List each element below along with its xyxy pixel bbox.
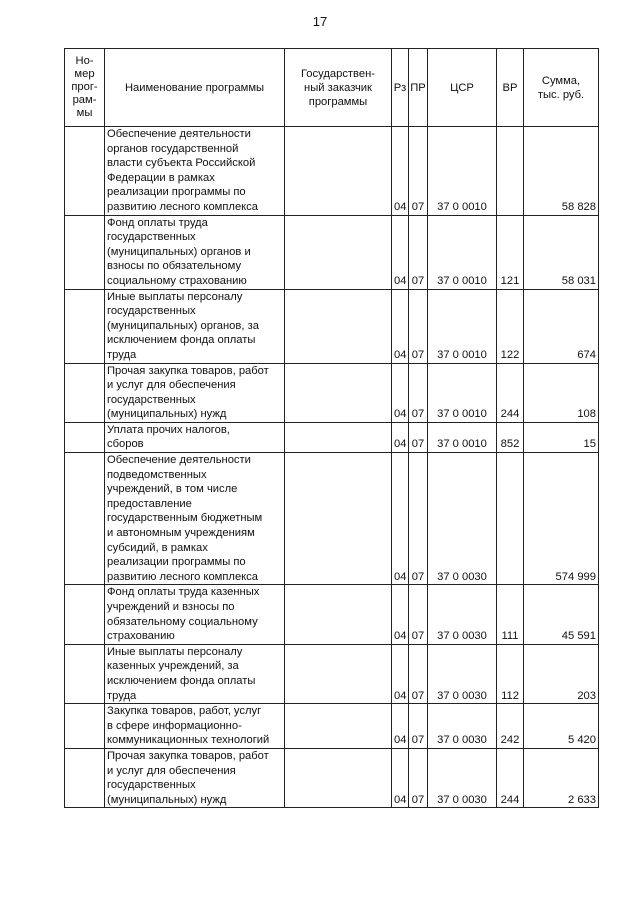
page-number: 17 [312,14,328,29]
cell-sum: 45 591 [524,585,599,644]
cell-vr [497,453,524,585]
cell-csr: 37 0 0010 [428,127,497,216]
cell-program-name: Иные выплаты персоналу государственных (муниципальных) органов, за исключением фонда оплаты труда [105,289,285,363]
table-row [65,422,599,452]
cell-state-customer [285,704,392,749]
cell-program-name: Иные выплаты персоналу казенных учреждений, за исключением фонда оплаты труда [105,644,285,703]
cell-sum: 108 [524,363,599,422]
cell-program-number [65,585,105,644]
cell-state-customer [285,215,392,289]
cell-vr: 244 [497,363,524,422]
table-body [65,127,599,808]
cell-program-number [65,215,105,289]
cell-csr: 37 0 0010 [428,363,497,422]
cell-program-name: Обеспечение деятельности подведомственных учреждений, в том числе предоставление государственным бюджетным и автономным учреждениям субсидий, в рамках реализации программы по развитию лесного комплекса [105,453,285,585]
cell-state-customer [285,422,392,452]
cell-rz: 04 [392,704,409,749]
cell-sum: 2 633 [524,748,599,807]
cell-csr: 37 0 0030 [428,644,497,703]
cell-sum: 58 828 [524,127,599,216]
table-row [65,644,599,703]
cell-program-number [65,422,105,452]
cell-state-customer [285,585,392,644]
cell-program-name: Закупка товаров, работ, услуг в сфере информационно- коммуникационных технологий [105,704,285,749]
cell-sum: 203 [524,644,599,703]
table-row [65,748,599,807]
cell-program-number [65,289,105,363]
cell-pr: 07 [409,704,428,749]
cell-state-customer [285,748,392,807]
table-row [65,215,599,289]
table-row [65,585,599,644]
cell-csr: 37 0 0010 [428,289,497,363]
cell-rz: 04 [392,127,409,216]
table-row [65,704,599,749]
table-row [65,363,599,422]
header-pr: ПР [409,49,428,127]
cell-sum: 5 420 [524,704,599,749]
cell-csr: 37 0 0030 [428,748,497,807]
cell-program-name: Фонд оплаты труда государственных (муниципальных) органов и взносы по обязательному социальному страхованию [105,215,285,289]
header-vr: ВР [497,49,524,127]
header-program-number: Но- мер прог- рам- мы [65,49,105,127]
cell-state-customer [285,363,392,422]
cell-rz: 04 [392,748,409,807]
header-csr: ЦСР [428,49,497,127]
cell-csr: 37 0 0030 [428,704,497,749]
cell-sum: 58 031 [524,215,599,289]
cell-rz: 04 [392,585,409,644]
cell-pr: 07 [409,585,428,644]
cell-pr: 07 [409,453,428,585]
cell-program-number [65,453,105,585]
cell-sum: 15 [524,422,599,452]
cell-pr: 07 [409,215,428,289]
cell-pr: 07 [409,748,428,807]
cell-state-customer [285,289,392,363]
cell-vr: 242 [497,704,524,749]
cell-program-number [65,644,105,703]
cell-rz: 04 [392,363,409,422]
header-state-customer: Государствен- ный заказчик программы [285,49,392,127]
cell-pr: 07 [409,363,428,422]
cell-rz: 04 [392,215,409,289]
cell-rz: 04 [392,453,409,585]
cell-program-number [65,704,105,749]
cell-pr: 07 [409,644,428,703]
header-sum: Сумма, тыс. руб. [524,49,599,127]
header-program-name: Наименование программы [105,49,285,127]
cell-rz: 04 [392,644,409,703]
cell-vr: 112 [497,644,524,703]
cell-csr: 37 0 0030 [428,585,497,644]
cell-rz: 04 [392,422,409,452]
cell-vr: 121 [497,215,524,289]
cell-pr: 07 [409,289,428,363]
cell-program-name: Фонд оплаты труда казенных учреждений и взносы по обязательному социальному страхованию [105,585,285,644]
cell-rz: 04 [392,289,409,363]
table-row [65,127,599,216]
budget-table [64,48,599,808]
table-row [65,289,599,363]
cell-pr: 07 [409,127,428,216]
cell-csr: 37 0 0010 [428,215,497,289]
cell-pr: 07 [409,422,428,452]
table-row [65,453,599,585]
cell-vr [497,127,524,216]
cell-vr: 111 [497,585,524,644]
cell-program-number [65,363,105,422]
cell-sum: 674 [524,289,599,363]
cell-program-name: Прочая закупка товаров, работ и услуг для обеспечения государственных (муниципальных) нужд [105,363,285,422]
cell-csr: 37 0 0030 [428,453,497,585]
table-header-row [65,49,599,127]
cell-program-name: Прочая закупка товаров, работ и услуг для обеспечения государственных (муниципальных) нужд [105,748,285,807]
cell-vr: 122 [497,289,524,363]
cell-state-customer [285,453,392,585]
cell-sum: 574 999 [524,453,599,585]
cell-state-customer [285,644,392,703]
cell-vr: 852 [497,422,524,452]
cell-csr: 37 0 0010 [428,422,497,452]
header-rz: Рз [392,49,409,127]
cell-program-number [65,127,105,216]
cell-state-customer [285,127,392,216]
cell-program-number [65,748,105,807]
cell-program-name: Обеспечение деятельности органов государственной власти субъекта Российской Федерации в рамках реализации программы по развитию лесного комплекса [105,127,285,216]
cell-program-name: Уплата прочих налогов, сборов [105,422,285,452]
cell-vr: 244 [497,748,524,807]
